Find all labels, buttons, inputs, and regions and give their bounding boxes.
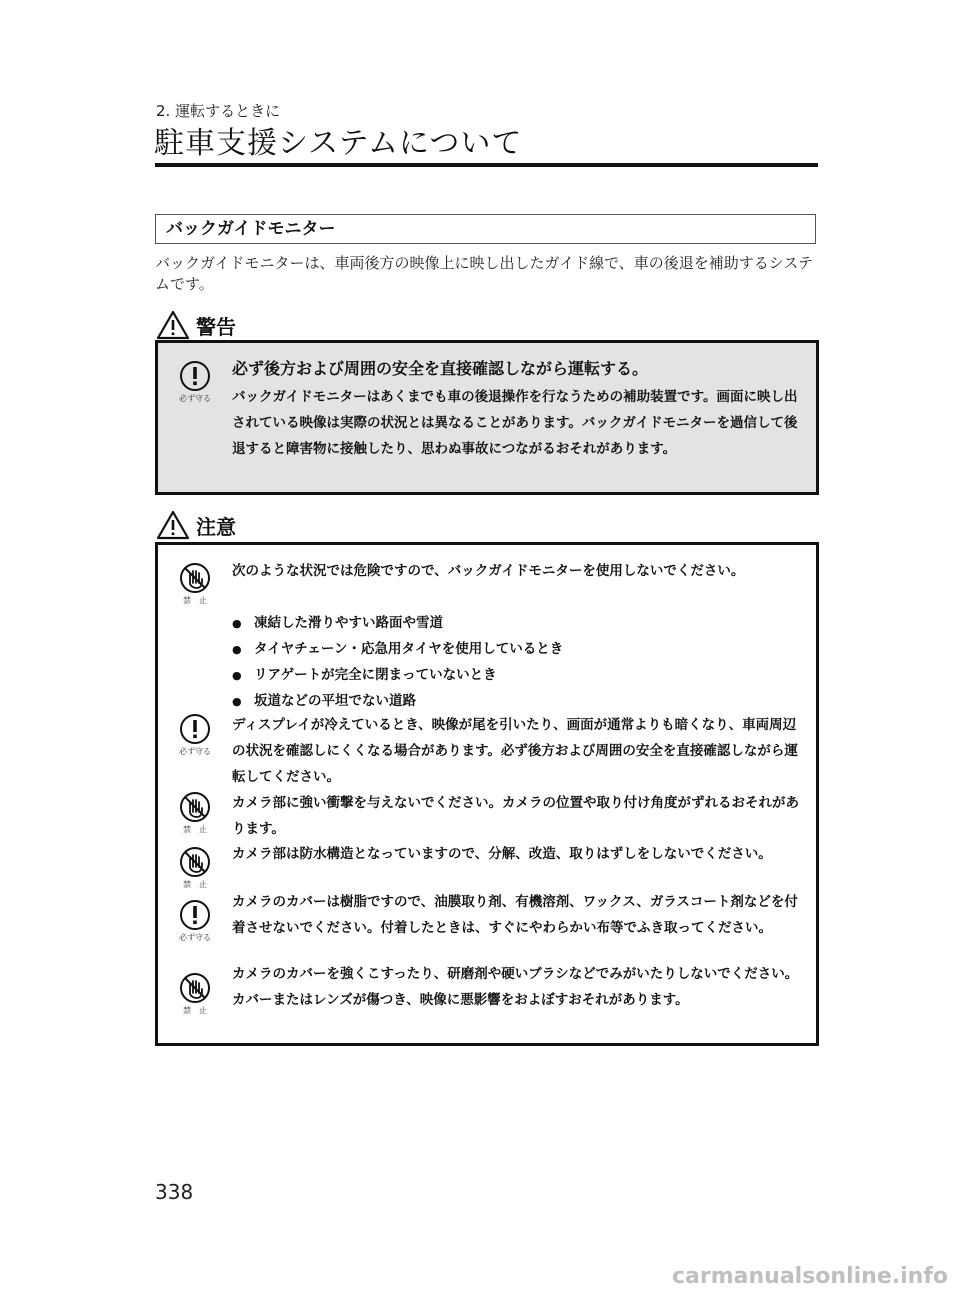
icon-caption: 禁 止	[183, 880, 207, 889]
caution-item-text: カメラ部は防水構造となっていますので、分解、改造、取りはずしをしないでください。	[232, 846, 772, 862]
intro-text: バックガイドモニターは、車両後方の映像上に映し出したガイド線で、車の後退を補助するシステムです。	[155, 254, 814, 293]
caution-item-icon	[170, 713, 220, 757]
caution-item-icon	[170, 846, 220, 890]
caution-item-icon	[170, 562, 220, 606]
icon-caption: 必ず守る	[179, 394, 211, 403]
icon-caption: 必ず守る	[179, 747, 211, 756]
warning-label: 警告	[196, 314, 236, 339]
section-number: 2. 運転するときに	[156, 102, 281, 120]
caution-box	[155, 542, 819, 1046]
caution-triangle-icon	[156, 510, 190, 540]
caution-item-text: カメラのカバーを強くこすったり、研磨剤や硬いブラシなどでみがいたりしないでください。カバーまたはレンズが傷つき、映像に悪影響をおよぼすおそれがあります。	[232, 966, 799, 1008]
list-item: ● 凍結した滑りやすい路面や雪道	[232, 610, 807, 636]
icon-caption: 禁 止	[183, 596, 207, 605]
caution-item-icon	[170, 791, 220, 835]
icon-caption: 禁 止	[183, 1006, 207, 1015]
title-rule	[155, 163, 818, 167]
section-heading: バックガイドモニター	[155, 214, 816, 244]
caution-item-icon	[170, 972, 220, 1016]
list-item: ● タイヤチェーン・応急用タイヤを使用しているとき	[232, 636, 807, 662]
list-item: ● 坂道などの平坦でない道路	[232, 688, 807, 714]
chapter-title: 駐車支援システムについて	[154, 126, 523, 161]
caution-label: 注意	[196, 514, 236, 539]
watermark: carmanualsonline.info	[672, 1264, 948, 1289]
warning-body: バックガイドモニターはあくまでも車の後退操作を行なうための補助装置です。画面に映し出されている映像は実際の状況とは異なることがあります。バックガイドモニターを過信して後退すると障害物に接触したり、思わぬ事故につながるおそれがあります。	[232, 389, 798, 457]
warning-title: 必ず後方および周囲の安全を直接確認しながら運転する。	[232, 359, 649, 378]
warning-box	[155, 340, 819, 495]
caution-item-text: 次のような状況では危険ですので、バックガイドモニターを使用しないでください。	[232, 563, 745, 579]
caution-item-icon	[170, 899, 220, 943]
list-item: ● リアゲートが完全に閉まっていないとき	[232, 662, 807, 688]
icon-caption: 禁 止	[183, 825, 207, 834]
mandatory-icon	[179, 713, 211, 745]
mandatory-icon	[179, 360, 211, 392]
prohibition-hand-icon	[179, 846, 211, 878]
warning-mandatory	[170, 360, 220, 404]
icon-caption: 必ず守る	[179, 933, 211, 942]
warning-header	[156, 310, 236, 340]
caution-header	[156, 510, 236, 540]
warning-triangle-icon	[156, 310, 190, 340]
caution-item-text: ディスプレイが冷えているとき、映像が尾を引いたり、画面が通常よりも暗くなり、車両周辺の状況を確認しにくくなる場合があります。必ず後方および周囲の安全を直接確認しながら運転してください。	[232, 717, 798, 785]
mandatory-icon	[179, 899, 211, 931]
caution-item-text: カメラ部に強い衝撃を与えないでください。カメラの位置や取り付け角度がずれるおそれがあります。	[232, 795, 799, 837]
condition-list	[232, 610, 807, 714]
caution-item-text: カメラのカバーは樹脂ですので、油膜取り剤、有機溶剤、ワックス、ガラスコート剤などを付着させないでください。付着したときは、すぐにやわらかい布等でふき取ってください。	[232, 894, 798, 936]
prohibition-hand-icon	[179, 562, 211, 594]
prohibition-hand-icon	[179, 972, 211, 1004]
prohibition-hand-icon	[179, 791, 211, 823]
page-number: 338	[155, 1180, 194, 1204]
